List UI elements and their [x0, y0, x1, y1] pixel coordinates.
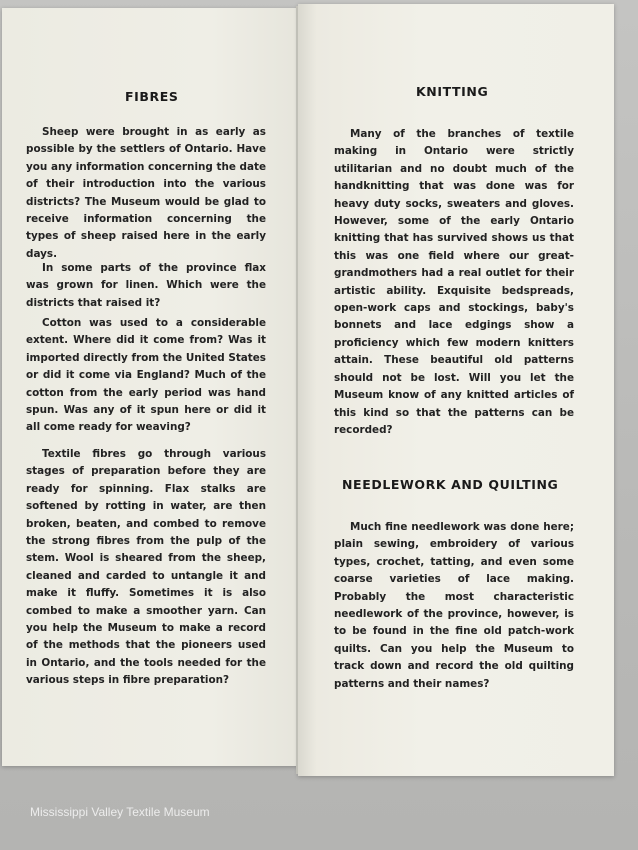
- watermark-text: Mississippi Valley Textile Museum: [30, 805, 210, 819]
- fibres-paragraph-4: Textile fibres go through various stages of preparation before they are ready for spinning. Flax stalks are softened by rotting in water, are then broken, beaten, and combed to remove the strong fibres from the pulp of the stem. Wool is sheared from the sheep, cleaned and carded to untangle it and make it fluffy. Sometimes it is also combed to make a smoother yarn. Can you help the Museum to make a record of the methods that the pioneers used in Ontario, and the tools needed for the various steps in fibre preparation?: [26, 448, 266, 687]
- needlework-heading: NEEDLEWORK AND QUILTING: [342, 477, 559, 492]
- fibres-paragraph-3: Cotton was used to a considerable extent. Where did it come from? Was it imported directly from the United States or did it come via England? Much of the cotton from the early period was hand spun. Was any of it spun here or did it all come ready for weaving?: [26, 317, 266, 434]
- right-page: [298, 4, 614, 776]
- fibres-heading: FIBRES: [125, 89, 179, 104]
- fibres-paragraph-2: In some parts of the province flax was grown for linen. Which were the districts that raised it?: [26, 262, 266, 309]
- knitting-paragraph: Many of the branches of textile making in Ontario were strictly utilitarian and no doubt much of the handknitting that was done was for heavy duty socks, sweaters and gloves. However, some of the early Ontario knitting that has survived shows us that this was one field where our great-grandmothers had a real outlet for their artistic ability. Exquisite bedspreads, open-work caps and stockings, baby's bonnets and lace edgings show a proficiency which few modern knitters attain. These beautiful old patterns should not be lost. Will you let the Museum know of any knitted articles of this kind so that the patterns can be recorded?: [334, 128, 574, 436]
- needlework-paragraph: Much fine needlework was done here; plain sewing, embroidery of various types, crochet, tatting, and even some coarse varieties of lace making. Probably the most characteristic needlework of the province, however, is to be found in the fine old patch-work quilts. Can you help the Museum to track down and record the old quilting patterns and their names?: [334, 521, 574, 690]
- knitting-heading: KNITTING: [416, 84, 489, 99]
- fibres-paragraph-1: Sheep were brought in as early as possible by the settlers of Ontario. Have you any information concerning the date of their introduction into the various districts? The Museum would be glad to receive information concerning the types of sheep raised here in the early days.: [26, 126, 266, 260]
- left-page: [2, 8, 300, 766]
